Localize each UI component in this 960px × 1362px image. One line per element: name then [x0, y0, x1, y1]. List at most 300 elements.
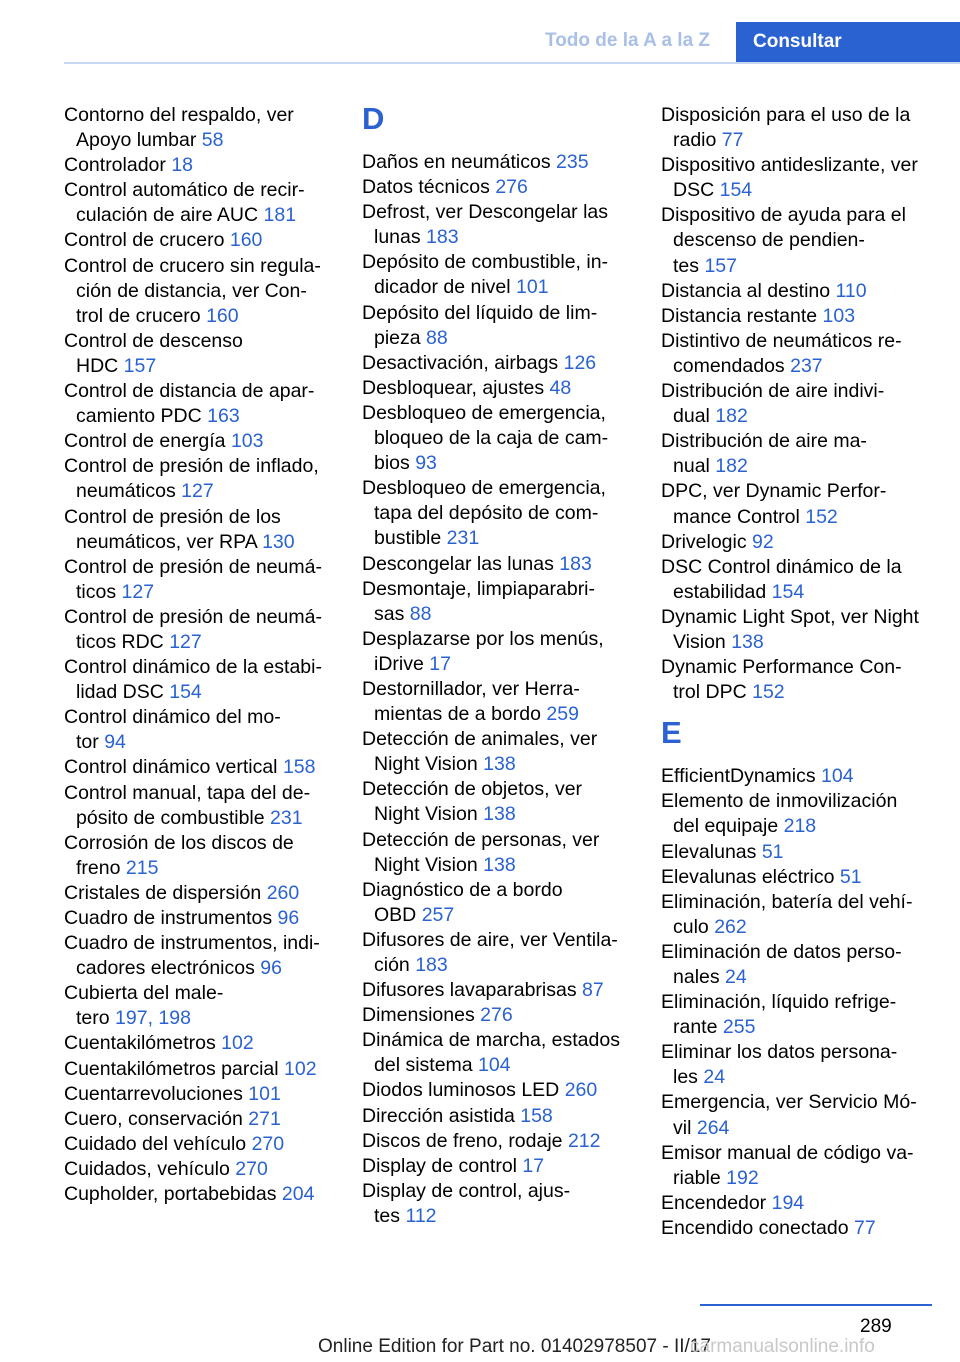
page-reference-link[interactable]: 262 — [714, 915, 747, 938]
index-term: Desmontaje, limpiaparabri- — [362, 577, 596, 600]
index-entry — [64, 881, 346, 906]
index-entry — [362, 150, 644, 175]
index-entry-line — [362, 301, 644, 326]
page-reference-link[interactable]: 157 — [704, 254, 737, 277]
page-reference-link[interactable]: 197, 198 — [115, 1007, 191, 1030]
page-reference-link[interactable]: 48 — [549, 376, 572, 399]
index-term: Contorno del respaldo, ver — [64, 104, 294, 126]
index-letter-heading: D — [362, 101, 385, 136]
index-term: Disposición para el uso de la — [661, 104, 911, 126]
index-term: Desbloqueo de emergencia, — [362, 401, 606, 424]
index-entry-line — [64, 981, 346, 1006]
index-entry — [64, 981, 346, 1031]
page-reference-link[interactable]: 51 — [761, 840, 784, 863]
index-term: lunas — [374, 226, 421, 249]
index-term: Control automático de recir- — [64, 179, 305, 202]
index-term: Controlador — [64, 154, 166, 177]
index-entry-line — [661, 1116, 943, 1141]
page-reference-link[interactable]: 103 — [230, 430, 264, 453]
index-entry — [661, 789, 943, 839]
page-reference-link[interactable]: 58 — [201, 129, 224, 152]
index-term: Depósito de combustible, in- — [362, 251, 609, 274]
index-entry-line — [64, 505, 346, 530]
page-reference-link[interactable]: 101 — [248, 1082, 281, 1105]
index-entry-line — [362, 225, 644, 250]
index-term: Encendido conectado — [661, 1216, 849, 1239]
index-entry — [362, 577, 644, 627]
index-entry-line — [661, 555, 943, 580]
index-entry — [362, 727, 644, 777]
index-entry-line — [661, 329, 943, 354]
index-term: Control de presión de los — [64, 505, 281, 528]
index-term: radio — [673, 129, 717, 152]
index-term: del sistema — [374, 1054, 473, 1077]
page-reference-link[interactable]: 160 — [206, 304, 239, 327]
index-entry-line — [362, 250, 644, 275]
index-term: Night Vision — [374, 853, 478, 876]
index-entry — [661, 940, 943, 990]
index-term: Eliminación, batería del vehí- — [661, 890, 913, 913]
page-reference-link[interactable]: 235 — [556, 151, 589, 173]
page-reference-link[interactable]: 103 — [822, 304, 856, 327]
index-entry-line — [362, 652, 644, 677]
page-reference-link[interactable]: 154 — [771, 580, 805, 603]
index-term: DPC, ver Dynamic Perfor- — [661, 480, 887, 503]
index-entry-line — [661, 1040, 943, 1065]
index-entry-line — [64, 881, 346, 906]
page-reference-link[interactable]: 183 — [426, 226, 459, 249]
index-term: Apoyo lumbar — [76, 129, 197, 152]
index-term: estabilidad — [673, 580, 767, 603]
page-reference-link[interactable]: 102 — [221, 1032, 254, 1055]
index-entry — [661, 990, 943, 1040]
footer-rule — [700, 1304, 932, 1306]
index-entry — [362, 301, 644, 351]
page-reference-link[interactable]: 218 — [783, 815, 817, 838]
index-term: iDrive — [374, 652, 424, 675]
index-entry-line — [64, 153, 346, 178]
page-reference-link[interactable]: 276 — [480, 1004, 513, 1027]
page-reference-link[interactable]: 212 — [567, 1129, 601, 1152]
page-reference-link[interactable]: 94 — [104, 731, 126, 754]
index-entry-line — [64, 178, 346, 203]
page-reference-link[interactable]: 158 — [520, 1104, 553, 1127]
index-entry-line — [661, 789, 943, 814]
index-term: Control de crucero — [64, 229, 225, 252]
index-entry — [362, 1129, 644, 1154]
index-entry — [64, 1107, 346, 1132]
index-term: Control dinámico de la estabi- — [64, 656, 322, 679]
index-entry-line — [661, 429, 943, 454]
page-reference-link[interactable]: 24 — [725, 966, 747, 988]
page-reference-link[interactable]: 264 — [696, 1116, 730, 1139]
page-reference-link[interactable]: 157 — [123, 354, 157, 377]
index-term: Difusores lavaparabrisas — [362, 979, 577, 1002]
index-entry-line — [362, 853, 644, 878]
page-reference-link[interactable]: 163 — [207, 405, 240, 428]
index-letter-heading: E — [661, 715, 682, 751]
page-reference-link[interactable]: 183 — [415, 954, 448, 976]
index-entry-line — [64, 605, 346, 630]
index-entry-line — [661, 1015, 943, 1040]
index-term: Discos de freno, rodaje — [362, 1129, 563, 1152]
index-term: Depósito del líquido de lim- — [362, 301, 598, 324]
page-reference-link[interactable]: 138 — [731, 630, 764, 653]
index-entry-line — [362, 426, 644, 451]
index-entry — [661, 203, 943, 278]
index-entry-line — [362, 175, 644, 200]
index-entry-line — [64, 806, 346, 831]
index-entry — [661, 530, 943, 555]
index-entry-line — [362, 1154, 644, 1179]
index-entry-line — [362, 1129, 644, 1154]
page-reference-link[interactable]: 231 — [270, 806, 303, 829]
index-entry — [64, 153, 346, 178]
page-reference-link[interactable]: 104 — [821, 765, 854, 788]
index-entry-line — [661, 940, 943, 965]
page-reference-link[interactable]: 160 — [229, 229, 263, 252]
index-term: Desbloquear, ajustes — [362, 376, 545, 399]
index-entry-line — [362, 200, 644, 225]
index-entry-line — [64, 404, 346, 429]
index-term: cadores electrónicos — [76, 957, 255, 980]
index-entry — [362, 200, 644, 250]
page-reference-link[interactable]: 192 — [726, 1166, 759, 1189]
index-entry-line — [64, 454, 346, 479]
index-entry — [64, 605, 346, 655]
index-entry — [661, 429, 943, 479]
page-reference-link[interactable]: 259 — [546, 703, 579, 726]
index-term: Desplazarse por los menús, — [362, 627, 604, 650]
index-entry — [64, 429, 346, 454]
page-reference-link[interactable]: 138 — [483, 753, 516, 776]
page-reference-link[interactable]: 110 — [835, 279, 867, 302]
index-entry — [661, 103, 943, 153]
page-reference-link[interactable]: 276 — [495, 176, 528, 199]
page-reference-link[interactable]: 130 — [262, 530, 295, 553]
index-term: rante — [673, 1016, 718, 1039]
index-term: Eliminar los datos persona- — [661, 1041, 898, 1064]
page-reference-link[interactable]: 102 — [284, 1057, 317, 1080]
index-entry — [362, 1154, 644, 1179]
index-term: tero — [76, 1007, 110, 1030]
index-entry — [661, 865, 943, 890]
index-term: culo — [673, 915, 709, 938]
index-entry — [64, 555, 346, 605]
page-reference-link[interactable]: 77 — [854, 1216, 876, 1239]
index-entry — [661, 605, 943, 655]
page-reference-link[interactable]: 104 — [478, 1054, 511, 1077]
index-term: Cubierta del male- — [64, 982, 224, 1005]
page-reference-link[interactable]: 154 — [719, 179, 753, 202]
index-entry-line — [64, 1006, 346, 1031]
index-entry-line — [362, 752, 644, 777]
index-entry-line — [661, 865, 943, 890]
index-entry-line — [661, 153, 943, 178]
page-reference-link[interactable]: 237 — [790, 354, 823, 377]
index-entry-line — [661, 178, 943, 203]
index-entry-line — [64, 1082, 346, 1107]
index-entry-line — [64, 630, 346, 655]
index-entry-line — [362, 953, 644, 978]
index-entry-line — [661, 915, 943, 940]
index-term: neumáticos, ver RPA — [76, 530, 257, 553]
index-entry-line — [64, 379, 346, 404]
index-entry-line — [362, 928, 644, 953]
page-reference-link[interactable]: 270 — [235, 1157, 268, 1180]
page-reference-link[interactable]: 181 — [263, 204, 297, 227]
index-entry — [661, 555, 943, 605]
index-term: Control de energía — [64, 430, 226, 453]
page-reference-link[interactable]: 204 — [281, 1183, 315, 1206]
index-entry-line — [362, 526, 644, 551]
page-reference-link[interactable]: 101 — [516, 276, 549, 299]
index-term: EfficientDynamics — [661, 765, 816, 788]
page-reference-link[interactable]: 183 — [559, 552, 592, 575]
index-entry — [64, 379, 346, 429]
index-entry-line — [661, 890, 943, 915]
index-entry — [661, 379, 943, 429]
page-reference-link[interactable]: 158 — [282, 756, 316, 779]
index-term: Control de distancia de apar- — [64, 380, 315, 403]
page-reference-link[interactable]: 138 — [483, 853, 516, 876]
index-entry-line — [661, 1141, 943, 1166]
index-entry-line — [661, 965, 943, 990]
index-entry — [64, 1182, 346, 1207]
page-reference-link[interactable]: 17 — [522, 1154, 545, 1177]
page-reference-link[interactable]: 24 — [703, 1066, 726, 1089]
index-term: Elevalunas eléctrico — [661, 865, 835, 888]
index-term: nales — [673, 966, 720, 988]
index-entry — [362, 1179, 644, 1229]
index-term: tes — [374, 1204, 401, 1227]
index-entry — [661, 304, 943, 329]
page-reference-link[interactable]: 93 — [415, 452, 437, 475]
page-header — [0, 0, 960, 64]
index-entry-line — [362, 802, 644, 827]
page-reference-link[interactable]: 96 — [277, 907, 300, 929]
index-entry-line — [64, 279, 346, 304]
index-term: HDC — [76, 354, 119, 377]
index-term: Dinámica de marcha, estados — [362, 1029, 620, 1052]
index-entry-line — [64, 254, 346, 279]
page-reference-link[interactable]: 96 — [260, 957, 282, 980]
index-entry — [362, 401, 644, 476]
index-entry-line — [661, 580, 943, 605]
index-term: nual — [673, 455, 710, 478]
page-reference-link[interactable]: 260 — [266, 881, 300, 904]
index-entry-line — [661, 630, 943, 655]
index-term: camiento PDC — [76, 405, 202, 428]
index-entry-line — [661, 1090, 943, 1115]
index-term: Cuentakilómetros parcial — [64, 1057, 279, 1080]
page-reference-link[interactable]: 126 — [563, 351, 597, 374]
index-entry — [661, 329, 943, 379]
index-entry-line — [661, 680, 943, 705]
index-entry — [362, 828, 644, 878]
index-term: Diagnóstico de a bordo — [362, 878, 563, 901]
page-reference-link[interactable]: 260 — [564, 1079, 598, 1102]
index-term: Control de descenso — [64, 329, 243, 352]
index-entry — [64, 1031, 346, 1056]
page-reference-link[interactable]: 127 — [169, 630, 202, 653]
page-reference-link[interactable]: 138 — [483, 803, 516, 826]
index-term: Cuidado del vehículo — [64, 1132, 247, 1155]
index-term: Dimensiones — [362, 1004, 475, 1027]
page-reference-link[interactable]: 127 — [181, 480, 214, 503]
page-reference-link[interactable]: 257 — [421, 903, 455, 926]
index-entry-line — [362, 627, 644, 652]
index-term: Eliminación, líquido refrige- — [661, 991, 897, 1014]
index-term: Cuidados, vehículo — [64, 1157, 230, 1180]
index-term: Night Vision — [374, 803, 478, 826]
index-term: Display de control — [362, 1154, 517, 1177]
page-reference-link[interactable]: 231 — [446, 527, 480, 550]
index-term: Detección de objetos, ver — [362, 778, 583, 801]
index-entry-line — [661, 530, 943, 555]
page-reference-link[interactable]: 88 — [409, 602, 432, 625]
index-column-2 — [362, 103, 644, 1229]
header-rule — [64, 62, 960, 64]
index-entry-line — [64, 354, 346, 379]
index-entry-line — [64, 580, 346, 605]
index-entry-line — [362, 401, 644, 426]
index-entry-line — [64, 1182, 346, 1207]
page-reference-link[interactable]: 87 — [582, 979, 604, 1002]
index-term: Distancia al destino — [661, 279, 831, 302]
index-term: Cuadro de instrumentos, indi- — [64, 932, 320, 955]
index-term: freno — [76, 856, 121, 879]
index-term: Detección de animales, ver — [362, 728, 598, 751]
page-reference-link[interactable]: 152 — [752, 681, 785, 704]
index-entry — [64, 1082, 346, 1107]
page-reference-link[interactable]: 112 — [405, 1204, 437, 1227]
index-term: Defrost, ver Descongelar las — [362, 201, 609, 224]
index-entry-line — [362, 326, 644, 351]
index-term: Cuentarrevoluciones — [64, 1082, 243, 1105]
index-entry — [362, 351, 644, 376]
index-entry-line — [362, 602, 644, 627]
index-entry-line — [362, 1053, 644, 1078]
page-reference-link[interactable]: 17 — [429, 652, 451, 675]
index-entry-line — [64, 329, 346, 354]
page-reference-link[interactable]: 88 — [426, 326, 448, 349]
index-entry — [64, 254, 346, 329]
index-entry-line — [661, 655, 943, 680]
index-term: del equipaje — [673, 815, 779, 838]
index-entry — [362, 777, 644, 827]
index-entry — [661, 1216, 943, 1241]
page-reference-link[interactable]: 92 — [752, 530, 774, 553]
index-entry — [64, 178, 346, 228]
index-entry — [362, 1078, 644, 1103]
page-reference-link[interactable]: 255 — [722, 1016, 756, 1039]
index-entry-line — [661, 840, 943, 865]
page-reference-link[interactable]: 77 — [721, 129, 744, 152]
index-entry — [362, 878, 644, 928]
index-entry-line — [64, 555, 346, 580]
index-term: Cuadro de instrumentos — [64, 907, 273, 929]
page-reference-link[interactable]: 182 — [715, 405, 748, 428]
index-entry — [64, 103, 346, 153]
index-term: Control de presión de neumá- — [64, 605, 322, 628]
index-entry — [64, 454, 346, 504]
index-term: Dynamic Light Spot, ver Night — [661, 605, 919, 628]
page-reference-link[interactable]: 18 — [171, 154, 194, 177]
index-term: Dynamic Performance Con- — [661, 656, 902, 679]
index-term: ticos RDC — [76, 630, 164, 653]
index-term: riable — [673, 1166, 721, 1189]
index-entry-line — [362, 677, 644, 702]
index-term: trol de crucero — [76, 304, 201, 327]
index-entry — [64, 1157, 346, 1182]
index-term: Cuentakilómetros — [64, 1032, 216, 1055]
index-entry-line — [362, 1028, 644, 1053]
index-term: bustible — [374, 527, 442, 550]
edition-note: Online Edition for Part no. 01402978507 - II/17 — [318, 1336, 711, 1357]
index-entry-line — [362, 727, 644, 752]
index-term: Dirección asistida — [362, 1104, 515, 1127]
index-entry-line — [661, 404, 943, 429]
index-term: Dispositivo de ayuda para el — [661, 204, 906, 227]
index-entry — [661, 153, 943, 203]
index-entry-line — [64, 680, 346, 705]
index-entry-line — [661, 990, 943, 1015]
index-term: Encendedor — [661, 1191, 767, 1214]
index-entry-line — [661, 1065, 943, 1090]
index-entry-line — [64, 103, 346, 128]
index-entry-line — [362, 275, 644, 300]
index-term: bios — [374, 452, 410, 475]
page-reference-link[interactable]: 51 — [839, 865, 862, 888]
index-term: Control dinámico del mo- — [64, 706, 281, 729]
index-entry — [64, 831, 346, 881]
index-entry — [362, 1028, 644, 1078]
page-reference-link[interactable]: 182 — [715, 455, 748, 478]
index-entry-line — [661, 304, 943, 329]
index-term: Control de crucero sin regula- — [64, 254, 321, 277]
index-entry-line — [64, 1107, 346, 1132]
index-entry — [362, 978, 644, 1003]
index-entry-line — [64, 530, 346, 555]
index-entry-line — [661, 279, 943, 304]
index-entry — [362, 1104, 644, 1129]
index-term: tes — [673, 254, 700, 277]
page-reference-link[interactable]: 271 — [248, 1107, 281, 1130]
page-reference-link[interactable]: 152 — [805, 505, 838, 528]
index-entry-line — [64, 1057, 346, 1082]
index-entry-line — [362, 150, 644, 175]
page-reference-link[interactable]: 127 — [121, 580, 155, 603]
index-entry-line — [661, 505, 943, 530]
index-entry-line — [64, 931, 346, 956]
index-entry-line — [64, 655, 346, 680]
index-term: mientas de a bordo — [374, 703, 541, 726]
page-reference-link[interactable]: 194 — [771, 1191, 805, 1214]
index-entry-line — [64, 856, 346, 881]
index-term: Desactivación, airbags — [362, 351, 559, 374]
index-entry-line — [64, 755, 346, 780]
page-reference-link[interactable]: 270 — [251, 1132, 285, 1155]
index-entry-line — [362, 1104, 644, 1129]
index-entry-line — [362, 1003, 644, 1028]
page-reference-link[interactable]: 215 — [125, 856, 159, 879]
index-term: OBD — [374, 903, 417, 926]
index-term: ción — [374, 954, 410, 976]
index-term: Descongelar las lunas — [362, 552, 554, 575]
page-reference-link[interactable]: 154 — [169, 681, 202, 704]
index-term: dual — [673, 405, 710, 428]
